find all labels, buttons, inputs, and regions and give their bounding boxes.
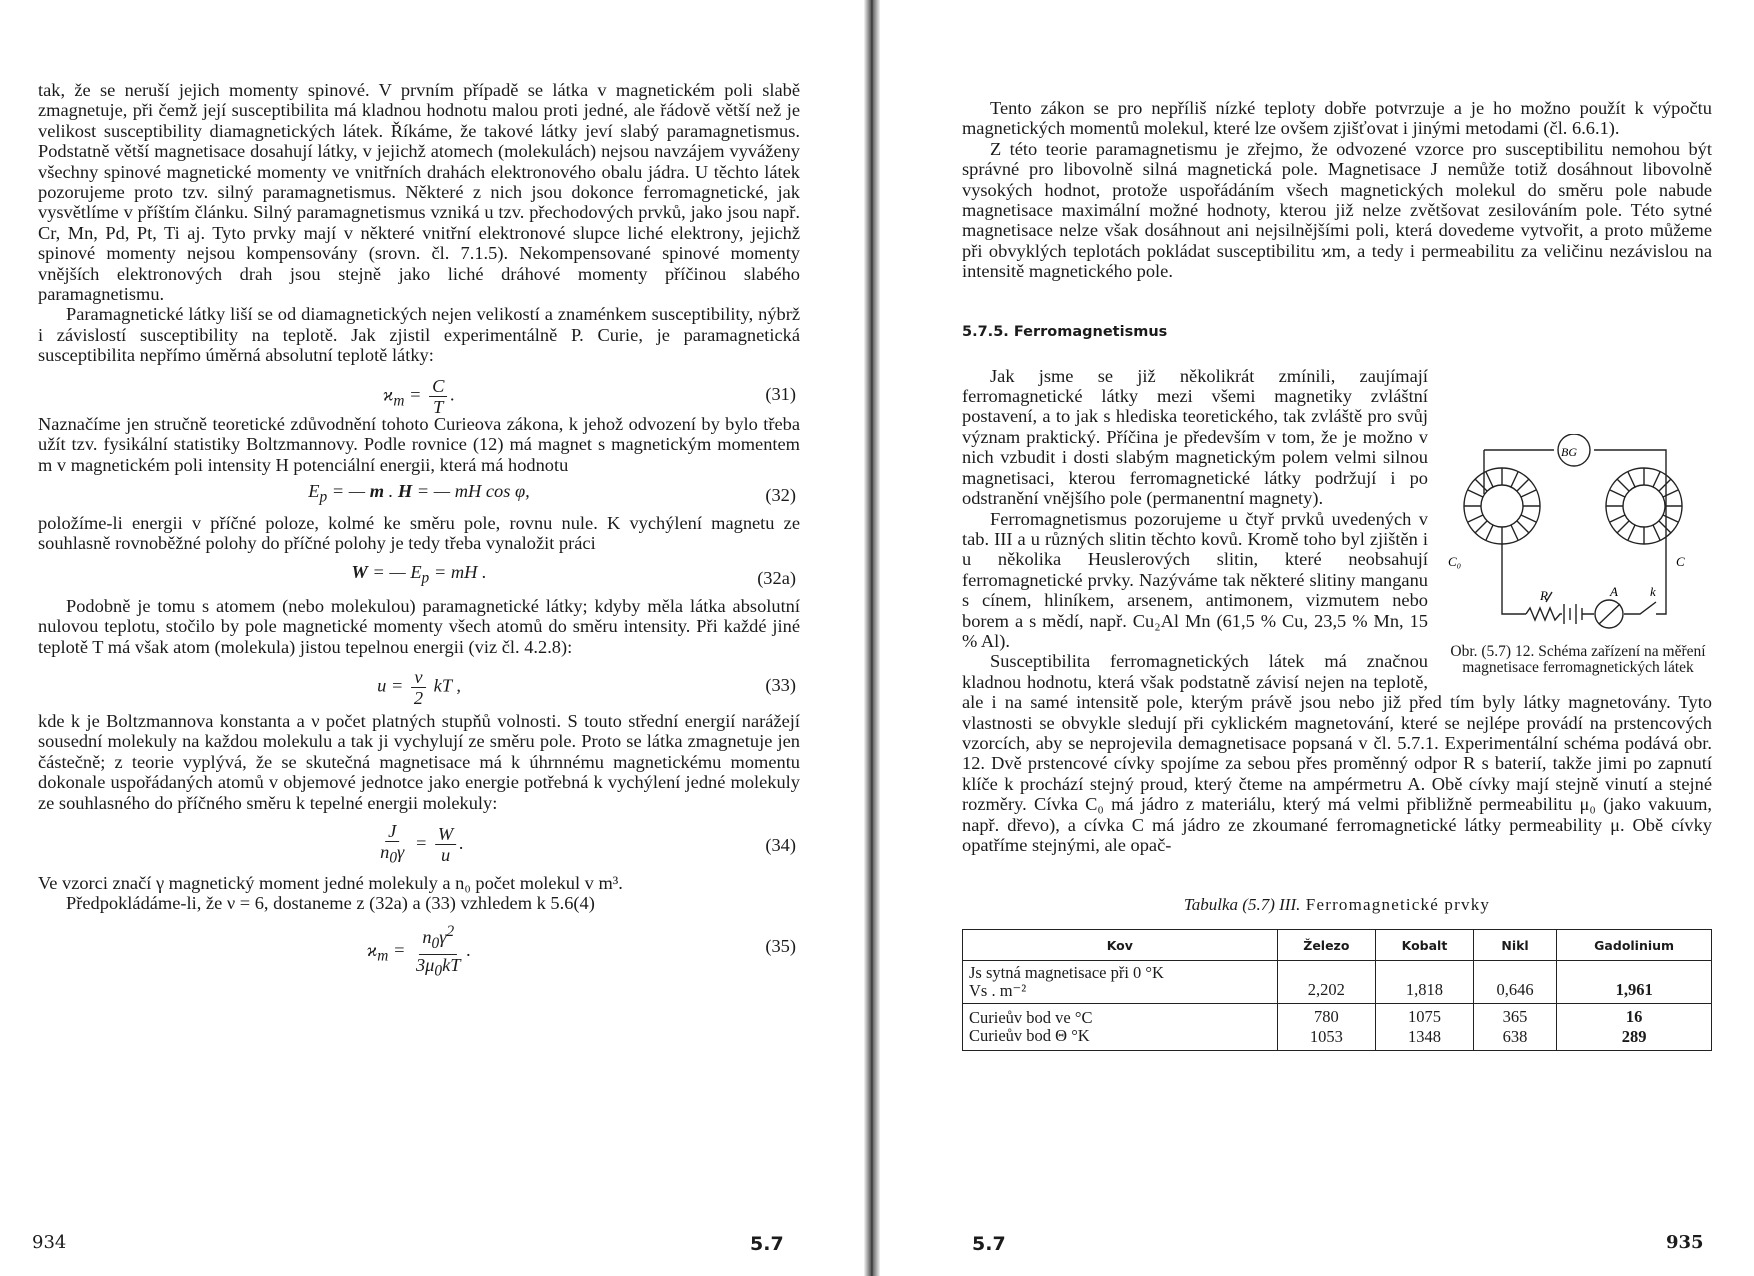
section-mark: 5.7: [750, 1233, 784, 1255]
table-row-label: Curieův bod ve °C Curieův bod Θ °K: [963, 1004, 1278, 1051]
left-page-body: [38, 80, 800, 980]
equation-34: $\frac{J}{n_0\gamma}$ = $\frac{W}{u}$ . (34): [380, 820, 796, 867]
section-heading: 5.7.5. Ferromagnetismus: [962, 323, 1168, 340]
figure-label-c0: C₀: [1448, 553, 1462, 569]
equation-33: u = $\frac{\nu}{2}$ kT , (33): [377, 666, 796, 708]
table-cell: 0,646: [1473, 961, 1556, 1004]
table-cell: 2,202: [1277, 961, 1376, 1004]
paragraph: Ve vzorci značí γ magnetický moment jedné molekuly a n₀ počet molekul v m³.: [38, 872, 623, 893]
equation-32: $E_p$ = — m . H = — mH cos φ, (32): [308, 480, 796, 506]
table-row: [963, 1004, 1712, 1051]
circuit-diagram: [1444, 434, 1712, 634]
equation-32a: W = — $E_p$ = mH . (32a): [351, 561, 796, 588]
paragraph: Předpokládáme-li, že ν = 6, dostaneme z (32a) a (33) vzhledem k 5.6(4): [66, 893, 595, 914]
equation-35: $ϰ_m$ = $\frac{n_0\gamma^2}{3\mu_0kT}$ . (35): [366, 922, 796, 980]
paragraph: Ferromagnetismus pozorujeme u čtyř prvků uvedených v tab. III a u různých slitin těchto kovů. Kromě toho byl zjištěn i u několika Heuslerových slitin, které neobsahují ferromagnetické prvky. Nazýváme tak některé slitiny manganu s cínem, hliníkem, arsenem, antimonem, vizmutem nebo borem a s mědí, např. Cu₂Al Mn (61,5 % Cu, 23,5 % Mn, 15 % Al).: [962, 508, 1428, 651]
table-header: Železo: [1277, 930, 1376, 961]
book-spine: [864, 0, 880, 1276]
figure-text-wrap: [962, 366, 1712, 856]
paragraph: Jak jsme se již několikrát zmínili, zaujímají ferromagnetické látky mezi všemi magnetiky zvláštní postavení, a to jak s hlediska teoretického, tak zvláště pro svůj význam praktický. Příčina je především v tom, že je možno v nich vzbudit i dosti slabým magnetickým polem velmi silnou magnetisaci, kterou ferromagnetické látky podržují i po odstranění vnějšího pole (permanentní magnety).: [962, 365, 1428, 509]
figure-12: [1444, 434, 1712, 676]
right-page-body: [962, 98, 1712, 1051]
table-cell: 780 1053: [1277, 1004, 1376, 1051]
table-header: Kov: [963, 930, 1278, 961]
figure-label-bg: BG: [1561, 444, 1577, 459]
ferromagnetic-elements-table: [962, 929, 1712, 1051]
table-cell: 1,961: [1557, 961, 1712, 1004]
figure-label-r: R: [1540, 587, 1548, 603]
paragraph: Podobně je tomu s atomem (nebo molekulou) paramagnetické látky; kdyby měla látka absolutní nulovou teplotu, stočilo by pole magnetické momenty všech atomů do směru intensity. Při každé jiné teplotě T má však atom (molekula) jistou tepelnou energii (viz čl. 4.2.8):: [38, 595, 800, 657]
page-number: 935: [1666, 1232, 1704, 1253]
table-header: Kobalt: [1376, 930, 1474, 961]
figure-label-a: A: [1610, 583, 1618, 599]
figure-caption: Obr. (5.7) 12. Schéma zařízení na měření magnetisace ferromagnetických látek: [1450, 642, 1706, 676]
paragraph: Z této teorie paramagnetismu je zřejmo, že odvozené vzorce pro susceptibilitu nemohou být správné pro libovolně silná magnetická pole. Magnetisace J nemůže totiž dosáhnout libovolně vysokých hodnot, protože uspořádáním všech magnetických molekul do směru pole nabude magnetisace maximální možné hodnoty, kterou již nelze zvětšovat zesilováním pole. Této sytné magnetisace nelze však dosáhnout ani nejsilnějšími poli, která dovedeme vytvořit, a proto můžeme při obvyklých teplotách pokládat susceptibilitu ϰm, a tedy i permeabilitu za veličinu nezávislou na intensitě magnetického pole.: [962, 138, 1712, 282]
right-page: [962, 0, 1712, 1276]
figure-label-c: C: [1676, 553, 1685, 569]
paragraph: Naznačíme jen stručně teoretické zdůvodnění tohoto Curieova zákona, k jehož odvození by bylo třeba užít tzv. fysikální statistiky Boltzmannovy. Podle rovnice (12) má magnet s magnetickým momentem m v magnetickém poli intensity H potenciální energii, která má hodnotu: [38, 413, 800, 475]
table-row: [963, 961, 1712, 1004]
paragraph: Paramagnetické látky liší se od diamagnetických nejen velikostí a znaménkem susceptibility, nýbrž i závislostí susceptibility na teplotě. Jak zjistil experimentálně P. Curie, je paramagnetická susceptibilita nepřímo úměrná absolutní teplotě látky:: [38, 304, 800, 366]
paragraph: Susceptibilita ferromagnetických látek má značnou kladnou hodnotu, která však podstatně závisí nejen na teplotě, ale i na samé intensitě pole, kterým právě jsou nebo již před tím byly látky magnetovány. Tyto vlastnosti se obvykle sledují při cyklickém magnetování, které se nejlépe provádí na prstencových vzorcích, aby se neprojevila demagnetisace popsaná v čl. 5.7.1. Experimentální schéma podává obr. 12. Dvě prstencové cívky spojíme za sebou přes proměnný odpor R s baterií, takže jimi po zapnutí klíče k prochází stejný proud, který čteme na ampérmetru A. Obě cívky mají stejně vinutí a stejné rozměry. Cívka C₀ má jádro z materiálu, který má velmi přibližně permeabilitu μ₀ (jako vakuum, např. dřevo), a cívka C má jádro ze zkoumané ferromagnetické látky permeability μ. Obě cívky opatříme stejnými, ale opač-: [962, 651, 1712, 855]
paragraph: Tento zákon se pro nepříliš nízké teploty dobře potvrzuje a je ho možno použít k výpočtu magnetických momentů molekul, které lze ovšem zjišťovat i jinými metodami (čl. 6.6.1).: [962, 98, 1712, 139]
section-mark: 5.7: [972, 1233, 1006, 1255]
table-block: [962, 895, 1712, 1051]
page-number: 934: [32, 1232, 67, 1253]
paragraph: tak, že se neruší jejich momenty spinové. V prvním případě se látka v magnetickém poli slabě zmagnetuje, při čemž její susceptibilita má kladnou hodnotu malou proti jedné, ale řádově větší než je velikost susceptibility diamagnetických látek. Říkáme, že takové látky jeví slabý paramagnetismus. Podstatně větší magnetisace dosahují látky, v jejichž atomech (molekulách) nejsou navzájem vyváženy všechny spinové magnetické momenty ve vnitřních drahách elektronového obalu jádra. U těchto látek pozorujeme proto tzv. silný paramagnetismus. Některé z nich jsou dokonce ferromagnetické, jak vysvětlíme v příštím článku. Silný paramagnetismus vzniká u tzv. přechodových prvků, jako jsou např. Cr, Mn, Pd, Pt, Ti aj. Tyto prvky mají v některé vnitřní elektronové slupce liché elektrony, jejichž spinové momenty nejsou kompensovány (srovn. čl. 7.1.5). Nekompensované spinové momenty vnějších elektronových drah jsou stejně jako liché dráhové momenty příčinou slabého paramagnetismu.: [38, 80, 800, 305]
table-cell: 1075 1348: [1376, 1004, 1474, 1051]
table-cell: 365 638: [1473, 1004, 1556, 1051]
table-header: Gadolinium: [1557, 930, 1712, 961]
figure-label-k: k: [1650, 583, 1656, 599]
table-cell: 16 289: [1557, 1004, 1712, 1051]
table-cell: 1,818: [1376, 961, 1474, 1004]
table-header: Nikl: [1473, 930, 1556, 961]
table-row-label: Js sytná magnetisace při 0 °K Vs . m⁻²: [963, 961, 1278, 1004]
paragraph: položíme-li energii v příčné poloze, kolmé ke směru pole, rovnu nule. K vychýlení magnetu ze souhlasně rovnoběžné polohy do příčné polohy je tedy třeba vynaložit práci: [38, 512, 800, 554]
equation-31: $ϰ_m$ = $\frac{C}{T}$ . (31): [383, 375, 796, 417]
paragraph: kde k je Boltzmannova konstanta a ν počet platných stupňů volnosti. S touto střední energií narážejí sousední molekuly na každou molekulu a tak ji vychylují ze směru pole. Proto se látka zmagnetuje jen částečně; z teorie vyplývá, že se skutečná magnetisace má k úhrnnému magnetickému momentu dokonale uspořádaných atomů v objemové jednotce jako energie potřebná k vychýlení jedné molekuly ze souhlasného do příčného směru k tepelné energii molekuly:: [38, 710, 800, 813]
table-header-row: [963, 930, 1712, 961]
left-page: [32, 0, 800, 1276]
table-caption: Tabulka (5.7) III. Ferromagnetické prvky: [1183, 895, 1491, 915]
